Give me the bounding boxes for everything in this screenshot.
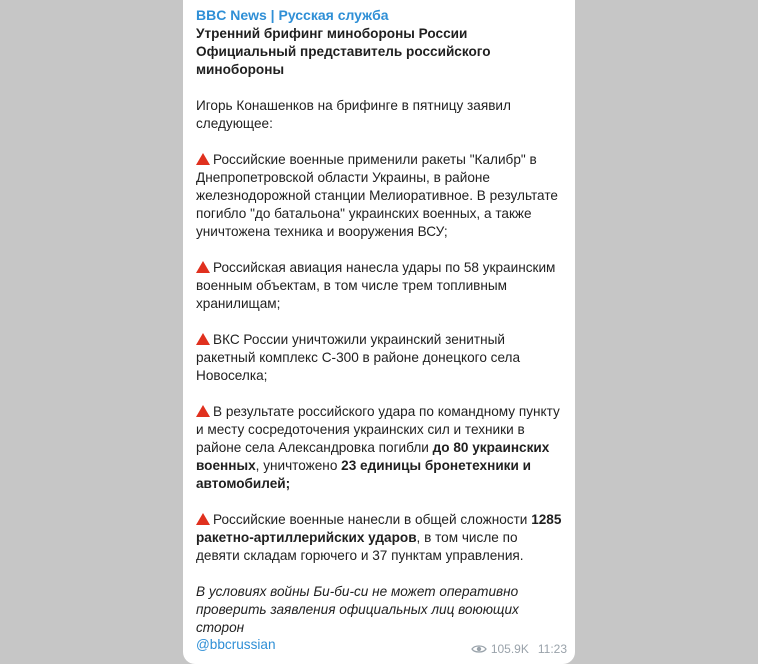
list-item: Российские военные применили ракеты "Калибр" в Днепропетровской области Украины, в районе железнодорожной станции Мелиоративное. В результате погибло "до батальона" украинских военных, а также уничтожена техника и вооружения ВСУ; — [196, 152, 558, 239]
eye-icon — [471, 644, 487, 654]
intro-text: Игорь Конашенков на брифинге в пятницу заявил следующее: — [196, 98, 511, 131]
list-item: ВКС России уничтожили украинский зенитный ракетный комплекс С-300 в районе донецкого села Новоселка; — [196, 332, 521, 383]
message-meta — [471, 642, 567, 656]
timestamp: 11:23 — [537, 642, 567, 656]
list-item: В результате российского удара по командному пункту и месту сосредоточения украинских сил и техники в районе села Александровка погибли до 80 украинских военных, уничтожено 23 единицы бронетехники и автомобилей; — [196, 404, 560, 491]
list-item: Российская авиация нанесла удары по 58 украинским военным объектам, в том числе трем топливным хранилищам; — [196, 260, 556, 311]
red-triangle-icon — [196, 405, 210, 417]
channel-name[interactable]: BBC News | Русская служба — [196, 7, 389, 23]
channel-handle-link[interactable]: @bbcrussian — [196, 637, 276, 652]
disclaimer: В условиях войны Би-би-си не может оперативно проверить заявления официальных лиц воюющих сторон — [196, 584, 519, 635]
red-triangle-icon — [196, 153, 210, 165]
headline-2: Официальный представитель российского минобороны — [196, 44, 491, 77]
red-triangle-icon — [196, 513, 210, 525]
red-triangle-icon — [196, 261, 210, 273]
red-triangle-icon — [196, 333, 210, 345]
message-card — [183, 0, 575, 664]
view-count: 105.9K — [490, 642, 529, 656]
headline-1: Утренний брифинг минобороны России — [196, 26, 468, 41]
list-item: Российские военные нанесли в общей сложности 1285 ракетно-артиллерийских ударов, в том числе по девяти складам горючего и 37 пунктам управления. — [196, 512, 562, 563]
